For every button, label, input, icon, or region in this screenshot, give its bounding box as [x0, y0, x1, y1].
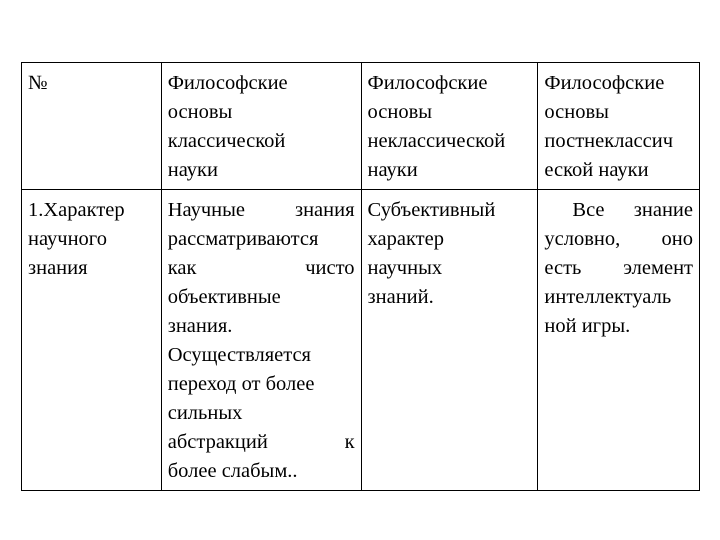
header-cell-postnonclassic — [538, 63, 700, 190]
header-postnonclassic-line: основы — [544, 101, 609, 123]
postnonclassic-line — [544, 225, 693, 254]
classic-word: Научные — [167, 199, 245, 221]
postnonclassic-word: Все — [572, 199, 605, 221]
classic-line — [168, 428, 355, 457]
classic-line: переход от более — [167, 373, 315, 395]
number-sign: № — [28, 72, 48, 94]
postnonclassic-line: ной игры. — [544, 315, 631, 337]
classic-line — [168, 254, 355, 283]
nonclassic-line: научных — [367, 257, 443, 279]
philosophy-comparison-table — [21, 62, 700, 491]
header-nonclassic-line: неклассической — [367, 130, 506, 152]
postnonclassic-line — [544, 254, 693, 283]
classic-line: объективные — [167, 286, 281, 308]
header-cell-nonclassic — [361, 63, 538, 190]
header-classic-line: Философские — [167, 72, 288, 94]
row-label-line: знания — [28, 257, 88, 279]
classic-line — [168, 196, 355, 225]
header-postnonclassic-line: Философские — [544, 72, 665, 94]
header-nonclassic-line: науки — [367, 159, 418, 181]
table-row-knowledge-character — [22, 190, 700, 491]
classic-word: чисто — [305, 257, 355, 279]
row-label-line: 1.Характер — [28, 199, 125, 221]
header-nonclassic-line: Философские — [367, 72, 488, 94]
classic-line: сильных — [167, 402, 243, 424]
postnonclassic-word: есть — [544, 257, 582, 279]
postnonclassic-line — [544, 196, 693, 225]
nonclassic-line: Субъективный — [367, 199, 496, 221]
nonclassic-cell — [361, 190, 538, 491]
postnonclassic-word: знание — [633, 199, 693, 221]
header-postnonclassic-line: постнеклассич — [544, 130, 674, 152]
postnonclassic-word: оно — [661, 228, 693, 250]
classic-line: рассматриваются — [167, 228, 319, 250]
header-cell-classic — [161, 63, 361, 190]
table-header-row — [22, 63, 700, 190]
header-nonclassic-line: основы — [367, 101, 433, 123]
classic-word: абстракций — [167, 431, 268, 453]
header-classic-line: основы — [167, 101, 233, 123]
postnonclassic-line: интеллектуаль — [544, 286, 672, 308]
header-postnonclassic-line: еской науки — [544, 159, 649, 181]
header-cell-number — [22, 63, 162, 190]
classic-word: знания — [294, 199, 355, 221]
postnonclassic-word: элемент — [623, 257, 693, 279]
classic-line: Осуществляется — [167, 344, 311, 366]
classic-line: знания. — [167, 315, 233, 337]
classic-line: более слабым.. — [167, 460, 298, 482]
classic-cell — [161, 190, 361, 491]
nonclassic-line: знаний. — [367, 286, 434, 308]
header-classic-line: классической — [167, 130, 286, 152]
postnonclassic-word: условно, — [544, 228, 621, 250]
row-label-line: научного — [28, 228, 107, 250]
classic-word: к — [344, 431, 355, 453]
classic-word: как — [167, 257, 197, 279]
header-classic-line: науки — [167, 159, 218, 181]
postnonclassic-cell — [538, 190, 700, 491]
nonclassic-line: характер — [367, 228, 444, 250]
row-label-cell — [22, 190, 162, 491]
